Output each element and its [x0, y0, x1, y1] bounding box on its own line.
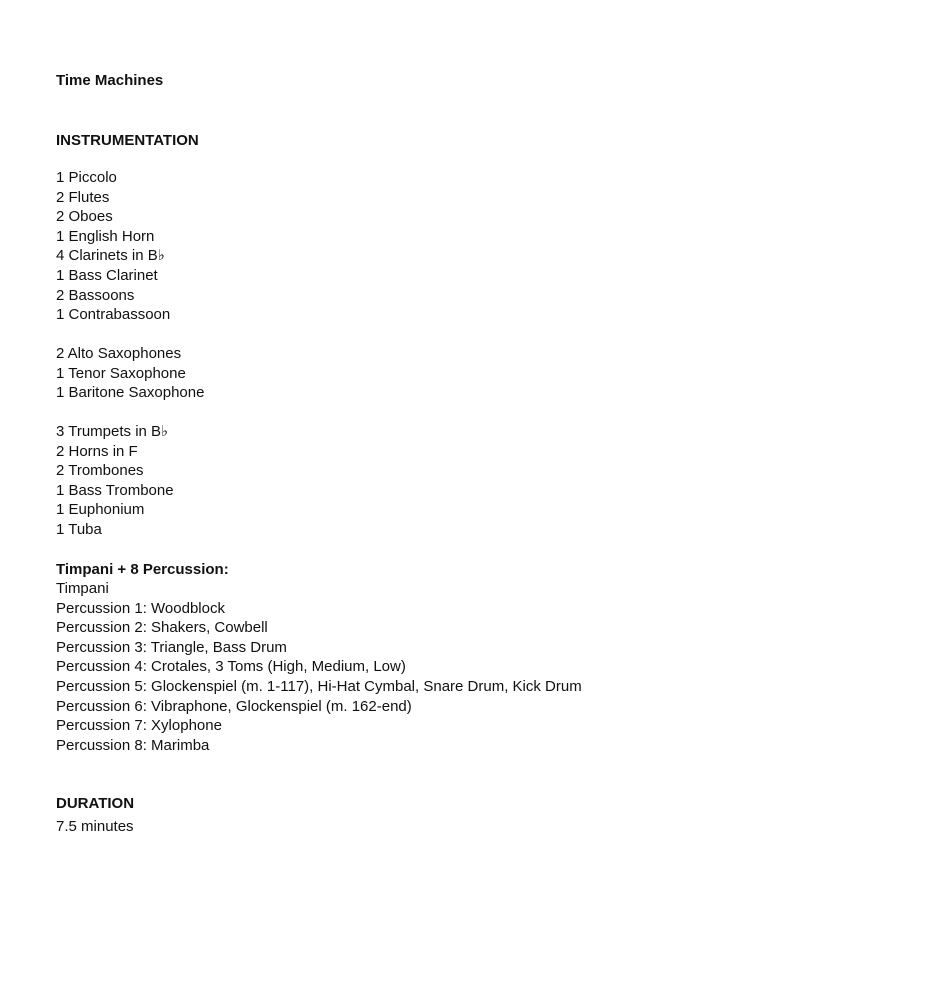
percussion-list — [56, 579, 582, 755]
list-item: 1 Bass Trombone — [56, 481, 174, 499]
list-item: 1 Tuba — [56, 520, 102, 538]
duration-heading: DURATION — [56, 795, 135, 812]
list-item: Percussion 8: Marimba — [56, 736, 210, 754]
list-item: 3 Trumpets in B♭ — [56, 423, 169, 440]
list-item: Percussion 7: Xylophone — [56, 717, 222, 735]
list-item: 2 Flutes — [56, 188, 110, 206]
woodwinds-list — [56, 168, 170, 325]
list-item: 2 Trombones — [56, 462, 144, 480]
list-item: Percussion 3: Triangle, Bass Drum — [56, 638, 287, 656]
document-title: Time Machines — [56, 72, 164, 89]
list-item: 1 Euphonium — [56, 501, 145, 519]
list-item: Percussion 4: Crotales, 3 Toms (High, Medium, Low) — [56, 658, 406, 676]
list-item: 4 Clarinets in B♭ — [56, 247, 165, 265]
list-item: 1 Bass Clarinet — [56, 266, 158, 284]
list-item: Percussion 6: Vibraphone, Glockenspiel (m. 162-end) — [56, 697, 412, 715]
list-item: 2 Oboes — [56, 208, 113, 226]
list-item: 1 English Horn — [56, 227, 155, 245]
percussion-heading: Timpani + 8 Percussion: — [56, 561, 229, 578]
saxophones-list — [56, 344, 204, 403]
list-item: Percussion 5: Glockenspiel (m. 1-117), Hi-Hat Cymbal, Snare Drum, Kick Drum — [56, 677, 582, 695]
list-item: 1 Contrabassoon — [56, 306, 171, 324]
duration-value: 7.5 minutes — [56, 818, 134, 835]
list-item: 2 Horns in F — [56, 442, 138, 460]
list-item: Percussion 2: Shakers, Cowbell — [56, 619, 268, 637]
list-item: 1 Baritone Saxophone — [56, 384, 205, 402]
list-item: 1 Tenor Saxophone — [56, 364, 186, 382]
list-item: 1 Piccolo — [56, 169, 117, 186]
list-item: Percussion 1: Woodblock — [56, 599, 225, 617]
list-item: Timpani — [56, 580, 109, 597]
list-item: 2 Alto Saxophones — [56, 345, 182, 362]
list-item: 2 Bassoons — [56, 286, 135, 304]
instrumentation-heading: INSTRUMENTATION — [56, 132, 199, 149]
brass-list — [56, 422, 174, 540]
